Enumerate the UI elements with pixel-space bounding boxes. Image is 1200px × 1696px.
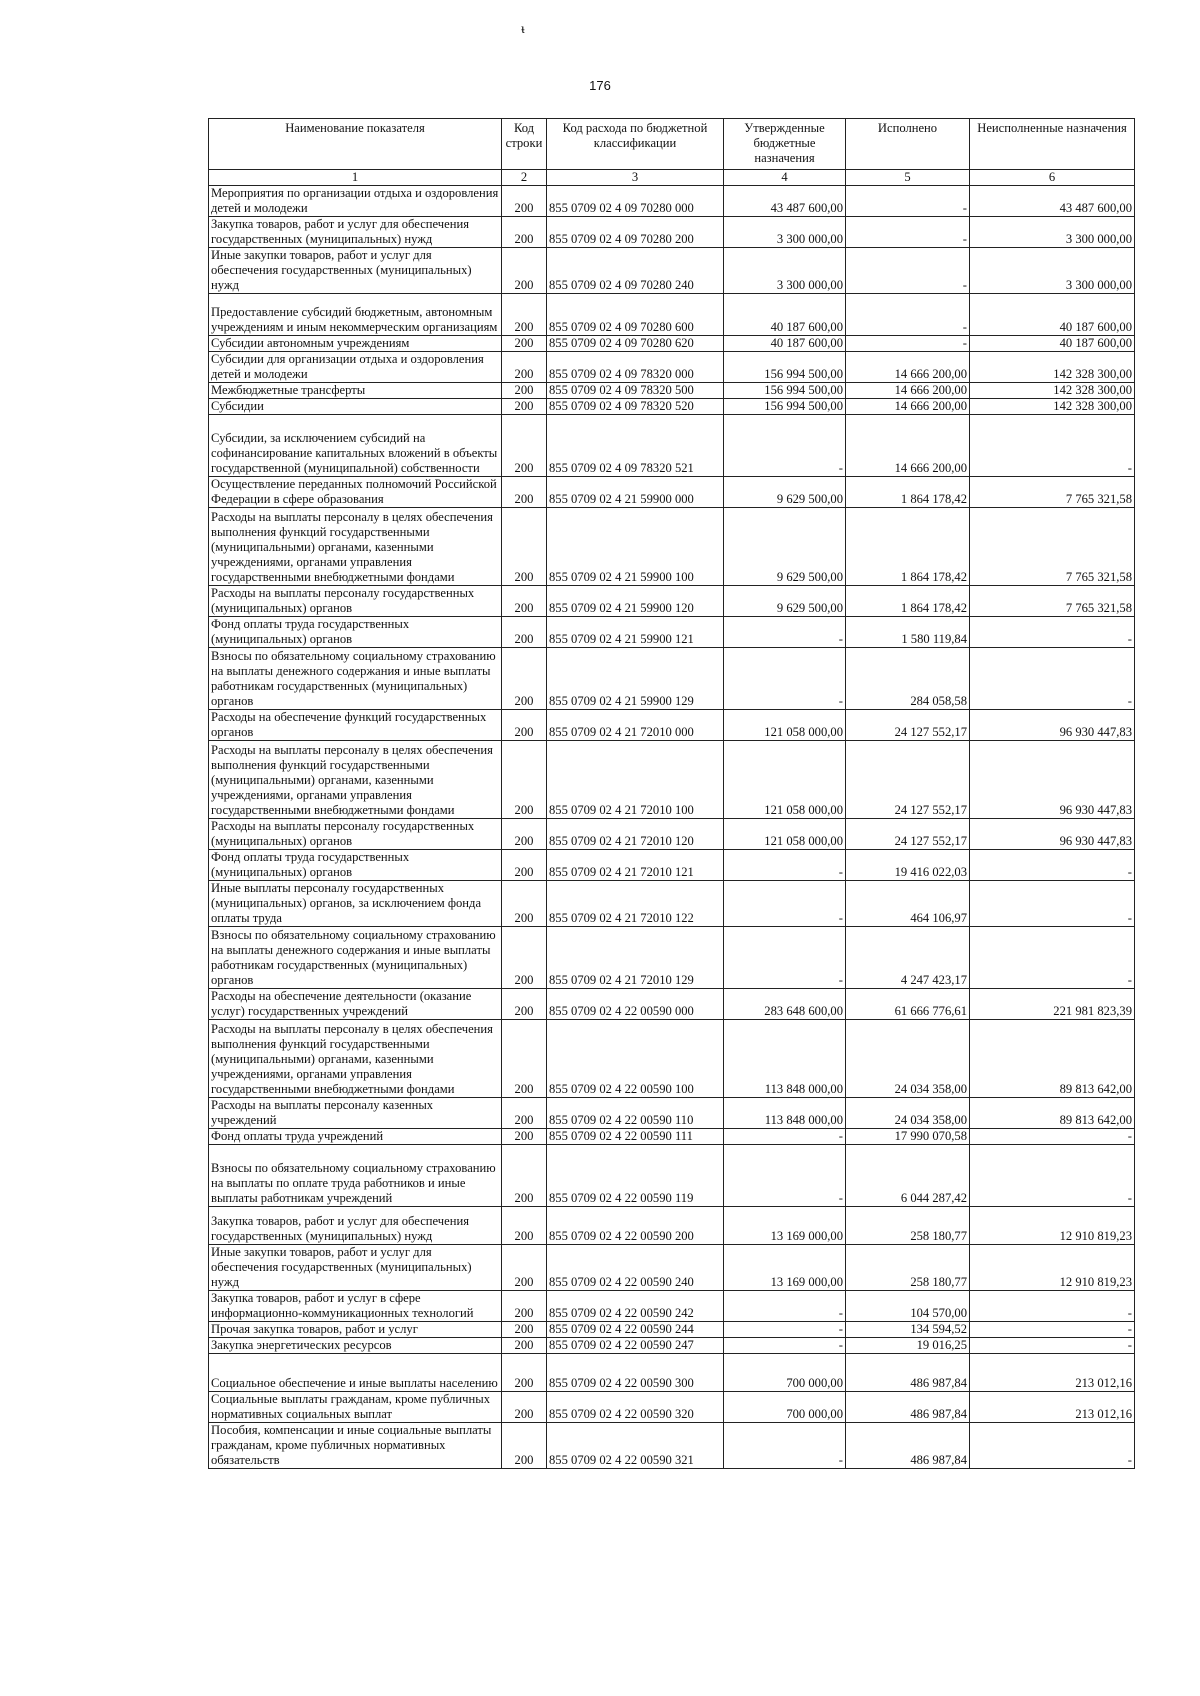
- row-budget-code: 855 0709 02 4 09 70280 620: [547, 336, 724, 352]
- row-approved: 9 629 500,00: [724, 586, 846, 617]
- row-name: Взносы по обязательному социальному страхованию на выплаты денежного содержания и иные выплаты работникам государственных (муниципальных) органов: [209, 927, 502, 989]
- row-budget-code: 855 0709 02 4 22 00590 200: [547, 1207, 724, 1245]
- column-number: 5: [846, 170, 970, 186]
- row-line-code: 200: [502, 1129, 547, 1145]
- row-line-code: 200: [502, 248, 547, 294]
- row-name: Расходы на обеспечение функций государственных органов: [209, 710, 502, 741]
- row-approved: 3 300 000,00: [724, 217, 846, 248]
- table-row: [209, 710, 1135, 741]
- row-budget-code: 855 0709 02 4 09 70280 200: [547, 217, 724, 248]
- row-budget-code: 855 0709 02 4 21 59900 129: [547, 648, 724, 710]
- column-number: 3: [547, 170, 724, 186]
- table-row: [209, 648, 1135, 710]
- row-line-code: 200: [502, 927, 547, 989]
- row-budget-code: 855 0709 02 4 21 59900 120: [547, 586, 724, 617]
- row-unexecuted: 3 300 000,00: [970, 248, 1135, 294]
- row-line-code: 200: [502, 881, 547, 927]
- header-budget-code: Код расхода по бюджетной классификации: [547, 119, 724, 170]
- table-row: [209, 1145, 1135, 1207]
- row-budget-code: 855 0709 02 4 09 78320 521: [547, 415, 724, 477]
- row-name: Расходы на выплаты персоналу в целях обеспечения выполнения функций государственными (муниципальными) органами, казенными учреждениями, органами управления государственными внебюджетными фондами: [209, 741, 502, 819]
- table-row: [209, 1322, 1135, 1338]
- row-executed: 486 987,84: [846, 1354, 970, 1392]
- row-approved: 700 000,00: [724, 1392, 846, 1423]
- row-name: Межбюджетные трансферты: [209, 383, 502, 399]
- table-row: [209, 1098, 1135, 1129]
- row-line-code: 200: [502, 1098, 547, 1129]
- row-budget-code: 855 0709 02 4 21 72010 000: [547, 710, 724, 741]
- row-name: Расходы на выплаты персоналу государственных (муниципальных) органов: [209, 586, 502, 617]
- row-executed: 19 416 022,03: [846, 850, 970, 881]
- row-budget-code: 855 0709 02 4 22 00590 320: [547, 1392, 724, 1423]
- row-unexecuted: 89 813 642,00: [970, 1020, 1135, 1098]
- column-number: 1: [209, 170, 502, 186]
- row-unexecuted: 89 813 642,00: [970, 1098, 1135, 1129]
- row-executed: 24 034 358,00: [846, 1020, 970, 1098]
- row-line-code: 200: [502, 477, 547, 508]
- row-line-code: 200: [502, 1207, 547, 1245]
- row-line-code: 200: [502, 508, 547, 586]
- row-unexecuted: 12 910 819,23: [970, 1245, 1135, 1291]
- row-unexecuted: 142 328 300,00: [970, 399, 1135, 415]
- row-line-code: 200: [502, 586, 547, 617]
- row-budget-code: 855 0709 02 4 21 59900 000: [547, 477, 724, 508]
- row-budget-code: 855 0709 02 4 09 70280 000: [547, 186, 724, 217]
- row-name: Взносы по обязательному социальному страхованию на выплаты по оплате труда работников и иные выплаты работникам учреждений: [209, 1145, 502, 1207]
- row-line-code: 200: [502, 1392, 547, 1423]
- row-approved: -: [724, 648, 846, 710]
- row-unexecuted: -: [970, 1129, 1135, 1145]
- table-row: [209, 186, 1135, 217]
- row-budget-code: 855 0709 02 4 22 00590 240: [547, 1245, 724, 1291]
- row-budget-code: 855 0709 02 4 21 72010 121: [547, 850, 724, 881]
- row-executed: 134 594,52: [846, 1322, 970, 1338]
- row-line-code: 200: [502, 648, 547, 710]
- row-line-code: 200: [502, 383, 547, 399]
- table-row: [209, 1207, 1135, 1245]
- row-executed: -: [846, 248, 970, 294]
- table-row: [209, 1392, 1135, 1423]
- row-unexecuted: 213 012,16: [970, 1392, 1135, 1423]
- row-name: Закупка товаров, работ и услуг для обеспечения государственных (муниципальных) нужд: [209, 1207, 502, 1245]
- column-number: 6: [970, 170, 1135, 186]
- row-executed: 1 864 178,42: [846, 508, 970, 586]
- row-budget-code: 855 0709 02 4 09 78320 500: [547, 383, 724, 399]
- row-approved: 121 058 000,00: [724, 819, 846, 850]
- row-approved: -: [724, 881, 846, 927]
- row-unexecuted: 7 765 321,58: [970, 477, 1135, 508]
- row-unexecuted: 96 930 447,83: [970, 819, 1135, 850]
- table-row: [209, 217, 1135, 248]
- table-row: [209, 1338, 1135, 1354]
- table-row: [209, 415, 1135, 477]
- row-executed: -: [846, 294, 970, 336]
- row-line-code: 200: [502, 1145, 547, 1207]
- row-approved: 121 058 000,00: [724, 710, 846, 741]
- table-row: [209, 1291, 1135, 1322]
- row-name: Субсидии автономным учреждениям: [209, 336, 502, 352]
- row-line-code: 200: [502, 1020, 547, 1098]
- row-line-code: 200: [502, 399, 547, 415]
- row-executed: 24 127 552,17: [846, 819, 970, 850]
- row-budget-code: 855 0709 02 4 21 59900 100: [547, 508, 724, 586]
- row-name: Расходы на выплаты персоналу казенных учреждений: [209, 1098, 502, 1129]
- row-line-code: 200: [502, 294, 547, 336]
- row-executed: 464 106,97: [846, 881, 970, 927]
- row-budget-code: 855 0709 02 4 21 59900 121: [547, 617, 724, 648]
- row-name: Фонд оплаты труда государственных (муниципальных) органов: [209, 617, 502, 648]
- row-line-code: 200: [502, 352, 547, 383]
- column-number: 2: [502, 170, 547, 186]
- row-name: Расходы на выплаты персоналу в целях обеспечения выполнения функций государственными (муниципальными) органами, казенными учреждениями, органами управления государственными внебюджетными фондами: [209, 508, 502, 586]
- row-line-code: 200: [502, 617, 547, 648]
- row-budget-code: 855 0709 02 4 22 00590 247: [547, 1338, 724, 1354]
- row-line-code: 200: [502, 1354, 547, 1392]
- table-row: [209, 1245, 1135, 1291]
- row-budget-code: 855 0709 02 4 21 72010 122: [547, 881, 724, 927]
- row-budget-code: 855 0709 02 4 22 00590 244: [547, 1322, 724, 1338]
- column-number: 4: [724, 170, 846, 186]
- row-budget-code: 855 0709 02 4 09 78320 000: [547, 352, 724, 383]
- row-approved: -: [724, 1291, 846, 1322]
- row-executed: 14 666 200,00: [846, 383, 970, 399]
- row-unexecuted: 213 012,16: [970, 1354, 1135, 1392]
- row-executed: 258 180,77: [846, 1245, 970, 1291]
- row-unexecuted: -: [970, 1322, 1135, 1338]
- page-number: 176: [589, 78, 611, 93]
- table-row: [209, 1423, 1135, 1469]
- row-budget-code: 855 0709 02 4 22 00590 300: [547, 1354, 724, 1392]
- row-line-code: 200: [502, 741, 547, 819]
- row-name: Осуществление переданных полномочий Российской Федерации в сфере образования: [209, 477, 502, 508]
- row-approved: -: [724, 1129, 846, 1145]
- header-name: Наименование показателя: [209, 119, 502, 170]
- row-executed: 1 580 119,84: [846, 617, 970, 648]
- row-executed: 284 058,58: [846, 648, 970, 710]
- row-name: Предоставление субсидий бюджетным, автономным учреждениям и иным некоммерческим организациям: [209, 294, 502, 336]
- row-approved: 113 848 000,00: [724, 1098, 846, 1129]
- budget-execution-table: [208, 118, 1135, 1469]
- table-row: [209, 1354, 1135, 1392]
- row-budget-code: 855 0709 02 4 22 00590 321: [547, 1423, 724, 1469]
- table-row: [209, 617, 1135, 648]
- row-budget-code: 855 0709 02 4 22 00590 111: [547, 1129, 724, 1145]
- row-line-code: 200: [502, 989, 547, 1020]
- table-row: [209, 881, 1135, 927]
- row-name: Пособия, компенсации и иные социальные выплаты гражданам, кроме публичных нормативных обязательств: [209, 1423, 502, 1469]
- row-line-code: 200: [502, 217, 547, 248]
- row-budget-code: 855 0709 02 4 22 00590 000: [547, 989, 724, 1020]
- row-approved: -: [724, 1322, 846, 1338]
- row-executed: 4 247 423,17: [846, 927, 970, 989]
- row-unexecuted: -: [970, 1145, 1135, 1207]
- row-name: Расходы на обеспечение деятельности (оказание услуг) государственных учреждений: [209, 989, 502, 1020]
- row-unexecuted: -: [970, 850, 1135, 881]
- row-name: Расходы на выплаты персоналу в целях обеспечения выполнения функций государственными (муниципальными) органами, казенными учреждениями, органами управления государственными внебюджетными фондами: [209, 1020, 502, 1098]
- column-number-row: [209, 170, 1135, 186]
- row-executed: 14 666 200,00: [846, 352, 970, 383]
- row-unexecuted: 96 930 447,83: [970, 710, 1135, 741]
- row-unexecuted: 221 981 823,39: [970, 989, 1135, 1020]
- row-approved: 113 848 000,00: [724, 1020, 846, 1098]
- row-approved: -: [724, 617, 846, 648]
- row-name: Мероприятия по организации отдыха и оздоровления детей и молодежи: [209, 186, 502, 217]
- row-line-code: 200: [502, 336, 547, 352]
- row-unexecuted: -: [970, 1423, 1135, 1469]
- row-executed: 104 570,00: [846, 1291, 970, 1322]
- table-row: [209, 477, 1135, 508]
- row-unexecuted: 12 910 819,23: [970, 1207, 1135, 1245]
- row-name: Социальное обеспечение и иные выплаты населению: [209, 1354, 502, 1392]
- row-executed: -: [846, 336, 970, 352]
- table-row: [209, 1020, 1135, 1098]
- row-approved: 13 169 000,00: [724, 1207, 846, 1245]
- row-executed: 258 180,77: [846, 1207, 970, 1245]
- row-unexecuted: 3 300 000,00: [970, 217, 1135, 248]
- row-line-code: 200: [502, 819, 547, 850]
- row-name: Закупка товаров, работ и услуг для обеспечения государственных (муниципальных) нужд: [209, 217, 502, 248]
- row-budget-code: 855 0709 02 4 21 72010 100: [547, 741, 724, 819]
- row-approved: 700 000,00: [724, 1354, 846, 1392]
- row-name: Взносы по обязательному социальному страхованию на выплаты денежного содержания и иные выплаты работникам государственных (муниципальных) органов: [209, 648, 502, 710]
- row-budget-code: 855 0709 02 4 22 00590 110: [547, 1098, 724, 1129]
- table-row: [209, 819, 1135, 850]
- table-row: [209, 927, 1135, 989]
- row-name: Субсидии: [209, 399, 502, 415]
- header-executed: Исполнено: [846, 119, 970, 170]
- row-approved: 156 994 500,00: [724, 399, 846, 415]
- row-approved: -: [724, 850, 846, 881]
- row-approved: -: [724, 415, 846, 477]
- row-executed: 17 990 070,58: [846, 1129, 970, 1145]
- table-row: [209, 741, 1135, 819]
- row-name: Прочая закупка товаров, работ и услуг: [209, 1322, 502, 1338]
- row-executed: 19 016,25: [846, 1338, 970, 1354]
- row-unexecuted: -: [970, 1338, 1135, 1354]
- row-line-code: 200: [502, 850, 547, 881]
- row-budget-code: 855 0709 02 4 21 72010 120: [547, 819, 724, 850]
- row-budget-code: 855 0709 02 4 22 00590 242: [547, 1291, 724, 1322]
- row-line-code: 200: [502, 710, 547, 741]
- row-budget-code: 855 0709 02 4 09 70280 600: [547, 294, 724, 336]
- row-line-code: 200: [502, 415, 547, 477]
- table-row: [209, 586, 1135, 617]
- table-row: [209, 989, 1135, 1020]
- row-unexecuted: -: [970, 648, 1135, 710]
- row-approved: 156 994 500,00: [724, 352, 846, 383]
- row-name: Иные выплаты персоналу государственных (муниципальных) органов, за исключением фонда оплаты труда: [209, 881, 502, 927]
- row-executed: 24 127 552,17: [846, 710, 970, 741]
- row-budget-code: 855 0709 02 4 09 78320 520: [547, 399, 724, 415]
- row-executed: -: [846, 217, 970, 248]
- row-approved: 40 187 600,00: [724, 336, 846, 352]
- row-approved: 43 487 600,00: [724, 186, 846, 217]
- row-approved: 156 994 500,00: [724, 383, 846, 399]
- table-row: [209, 508, 1135, 586]
- row-name: Закупка энергетических ресурсов: [209, 1338, 502, 1354]
- row-name: Социальные выплаты гражданам, кроме публичных нормативных социальных выплат: [209, 1392, 502, 1423]
- row-executed: 24 034 358,00: [846, 1098, 970, 1129]
- row-unexecuted: 96 930 447,83: [970, 741, 1135, 819]
- scan-mark: ᵼ: [521, 22, 525, 37]
- row-approved: -: [724, 1338, 846, 1354]
- row-executed: 61 666 776,61: [846, 989, 970, 1020]
- row-executed: 486 987,84: [846, 1392, 970, 1423]
- row-unexecuted: 7 765 321,58: [970, 586, 1135, 617]
- row-unexecuted: 142 328 300,00: [970, 352, 1135, 383]
- row-approved: 283 648 600,00: [724, 989, 846, 1020]
- row-name: Расходы на выплаты персоналу государственных (муниципальных) органов: [209, 819, 502, 850]
- row-unexecuted: -: [970, 881, 1135, 927]
- row-approved: 9 629 500,00: [724, 508, 846, 586]
- row-unexecuted: -: [970, 617, 1135, 648]
- row-name: Закупка товаров, работ и услуг в сфере информационно-коммуникационных технологий: [209, 1291, 502, 1322]
- table-row: [209, 1129, 1135, 1145]
- row-unexecuted: -: [970, 927, 1135, 989]
- row-executed: 486 987,84: [846, 1423, 970, 1469]
- header-line-code: Код строки: [502, 119, 547, 170]
- row-name: Иные закупки товаров, работ и услуг для обеспечения государственных (муниципальных) нужд: [209, 248, 502, 294]
- header-approved: Утвержденные бюджетные назначения: [724, 119, 846, 170]
- row-unexecuted: 7 765 321,58: [970, 508, 1135, 586]
- row-line-code: 200: [502, 186, 547, 217]
- row-line-code: 200: [502, 1291, 547, 1322]
- row-approved: 13 169 000,00: [724, 1245, 846, 1291]
- table-row: [209, 248, 1135, 294]
- row-unexecuted: 40 187 600,00: [970, 336, 1135, 352]
- row-approved: 9 629 500,00: [724, 477, 846, 508]
- table-row: [209, 352, 1135, 383]
- row-unexecuted: 43 487 600,00: [970, 186, 1135, 217]
- header-unexecuted: Неисполненные назначения: [970, 119, 1135, 170]
- row-executed: 24 127 552,17: [846, 741, 970, 819]
- row-name: Иные закупки товаров, работ и услуг для обеспечения государственных (муниципальных) нужд: [209, 1245, 502, 1291]
- row-name: Фонд оплаты труда учреждений: [209, 1129, 502, 1145]
- row-name: Субсидии, за исключением субсидий на софинансирование капитальных вложений в объекты государственной (муниципальной) собственности: [209, 415, 502, 477]
- table-row: [209, 383, 1135, 399]
- row-budget-code: 855 0709 02 4 22 00590 119: [547, 1145, 724, 1207]
- row-approved: 121 058 000,00: [724, 741, 846, 819]
- row-approved: -: [724, 1145, 846, 1207]
- header-row: [209, 119, 1135, 170]
- table-row: [209, 399, 1135, 415]
- row-unexecuted: 40 187 600,00: [970, 294, 1135, 336]
- row-budget-code: 855 0709 02 4 09 70280 240: [547, 248, 724, 294]
- row-line-code: 200: [502, 1322, 547, 1338]
- row-budget-code: 855 0709 02 4 21 72010 129: [547, 927, 724, 989]
- row-executed: 14 666 200,00: [846, 399, 970, 415]
- row-name: Субсидии для организации отдыха и оздоровления детей и молодежи: [209, 352, 502, 383]
- row-unexecuted: -: [970, 1291, 1135, 1322]
- row-executed: 6 044 287,42: [846, 1145, 970, 1207]
- row-budget-code: 855 0709 02 4 22 00590 100: [547, 1020, 724, 1098]
- row-name: Фонд оплаты труда государственных (муниципальных) органов: [209, 850, 502, 881]
- table-row: [209, 336, 1135, 352]
- table-row: [209, 294, 1135, 336]
- row-executed: -: [846, 186, 970, 217]
- row-executed: 1 864 178,42: [846, 477, 970, 508]
- row-line-code: 200: [502, 1245, 547, 1291]
- row-line-code: 200: [502, 1423, 547, 1469]
- row-executed: 1 864 178,42: [846, 586, 970, 617]
- row-unexecuted: 142 328 300,00: [970, 383, 1135, 399]
- row-approved: 3 300 000,00: [724, 248, 846, 294]
- table-row: [209, 850, 1135, 881]
- row-approved: -: [724, 1423, 846, 1469]
- row-unexecuted: -: [970, 415, 1135, 477]
- row-approved: 40 187 600,00: [724, 294, 846, 336]
- row-executed: 14 666 200,00: [846, 415, 970, 477]
- row-line-code: 200: [502, 1338, 547, 1354]
- row-approved: -: [724, 927, 846, 989]
